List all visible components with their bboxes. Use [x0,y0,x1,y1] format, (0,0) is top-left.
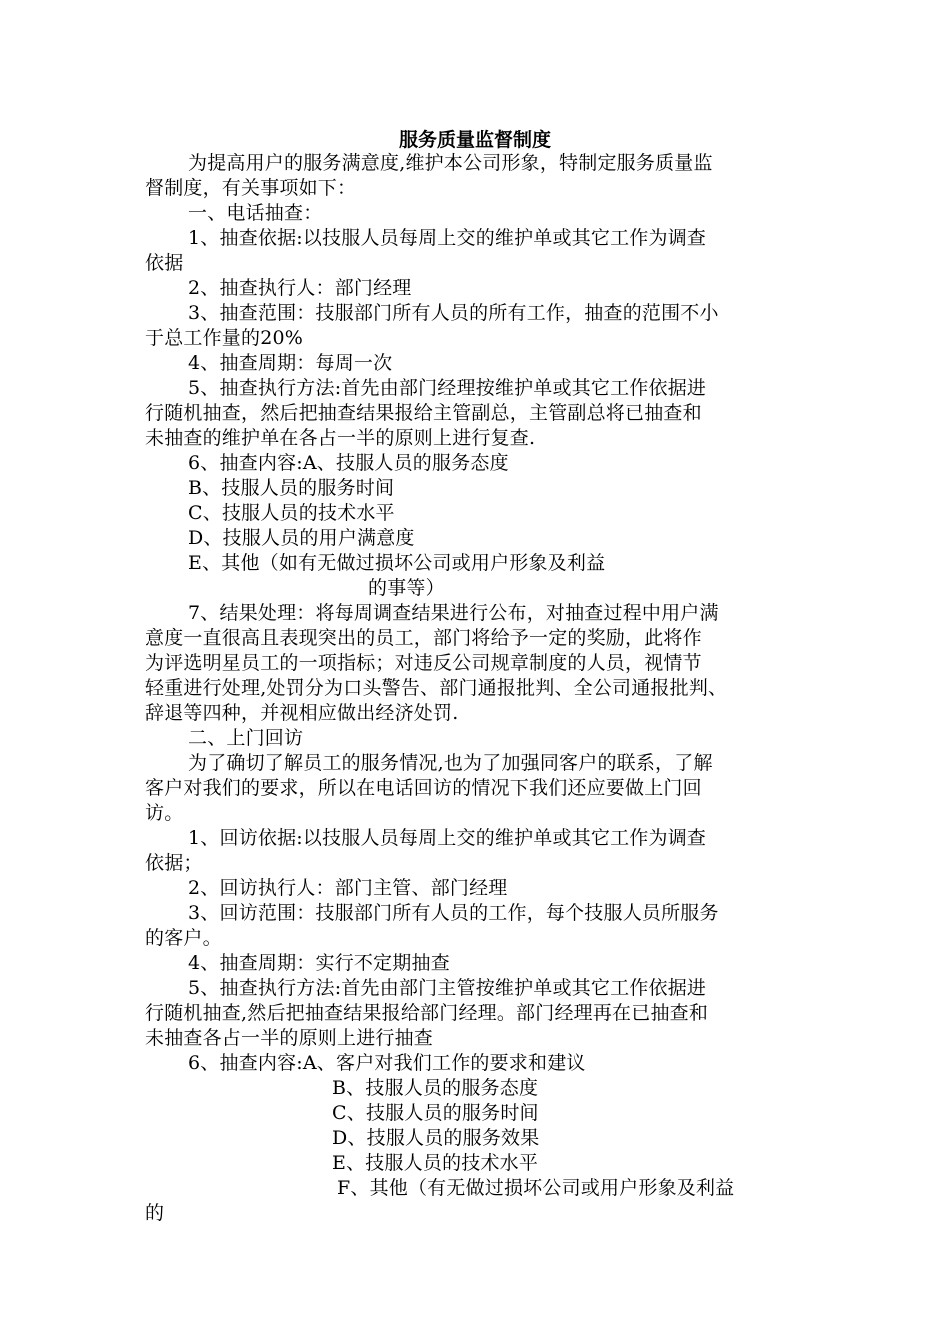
list-item: F、其他（有无做过损坏公司或用户形象及利益 [337,1177,735,1199]
paragraph-line: 4、抽查周期：每周一次 [188,352,393,374]
list-item: D、技服人员的用户满意度 [188,527,415,549]
section-heading: 一、电话抽查： [188,202,323,224]
paragraph-line: 的 [145,1202,165,1224]
paragraph-line: 3、回访范围：技服部门所有人员的工作，每个技服人员所服务 [188,902,719,924]
paragraph-line: 行随机抽查,然后把抽查结果报给部门经理。部门经理再在已抽查和 [145,1002,709,1024]
paragraph-line: 6、抽查内容:A、客户对我们工作的要求和建议 [188,1052,586,1074]
list-item: 的事等） [368,577,445,599]
list-item: B、技服人员的服务态度 [332,1077,539,1099]
paragraph-line: 6、抽查内容:A、技服人员的服务态度 [188,452,509,474]
paragraph-line: 未抽查的维护单在各占一半的原则上进行复查. [145,427,536,449]
paragraph-line: 1、抽查依据:以技服人员每周上交的维护单或其它工作为调查 [188,227,707,249]
paragraph-line: 为评选明星员工的一项指标；对违反公司规章制度的人员，视情节 [145,652,702,674]
paragraph-line: 访。 [145,802,184,824]
list-item: B、技服人员的服务时间 [188,477,395,499]
list-item: C、技服人员的技术水平 [188,502,395,524]
paragraph-line: 督制度，有关事项如下： [145,177,357,199]
paragraph-line: 的客户。 [145,927,222,949]
list-item: D、技服人员的服务效果 [332,1127,540,1149]
paragraph-line: 为了确切了解员工的服务情况,也为了加强同客户的联系，了解 [188,752,713,774]
paragraph-line: 轻重进行处理,处罚分为口头警告、部门通报批判、全公司通报批判、 [145,677,728,699]
paragraph-line: 于总工作量的20% [145,327,304,349]
list-item: E、其他（如有无做过损坏公司或用户形象及利益 [188,552,606,574]
paragraph-line: 7、结果处理：将每周调查结果进行公布，对抽查过程中用户满 [188,602,719,624]
section-heading: 二、上门回访 [188,727,304,749]
paragraph-line: 2、回访执行人：部门主管、部门经理 [188,877,508,899]
paragraph-line: 客户对我们的要求，所以在电话回访的情况下我们还应要做上门回 [145,777,702,799]
paragraph-line: 5、抽查执行方法:首先由部门经理按维护单或其它工作依据进 [188,377,707,399]
paragraph-line: 未抽查各占一半的原则上进行抽查 [145,1027,434,1049]
paragraph-line: 依据 [145,252,184,274]
paragraph-line: 4、抽查周期：实行不定期抽查 [188,952,450,974]
paragraph-line: 为提高用户的服务满意度,维护本公司形象，特制定服务质量监 [188,152,713,174]
paragraph-line: 3、抽查范围：技服部门所有人员的所有工作，抽查的范围不小 [188,302,719,324]
paragraph-line: 辞退等四种，并视相应做出经济处罚. [145,702,459,724]
paragraph-line: 依据； [145,852,203,874]
paragraph-line: 5、抽查执行方法:首先由部门主管按维护单或其它工作依据进 [188,977,707,999]
paragraph-line: 1、回访依据:以技服人员每周上交的维护单或其它工作为调查 [188,827,707,849]
paragraph-line: 2、抽查执行人：部门经理 [188,277,412,299]
list-item: E、技服人员的技术水平 [332,1152,539,1174]
page-title: 服务质量监督制度 [398,129,551,151]
list-item: C、技服人员的服务时间 [332,1102,539,1124]
paragraph-line: 行随机抽查，然后把抽查结果报给主管副总，主管副总将已抽查和 [145,402,702,424]
paragraph-line: 意度一直很高且表现突出的员工，部门将给予一定的奖励，此将作 [145,627,702,649]
